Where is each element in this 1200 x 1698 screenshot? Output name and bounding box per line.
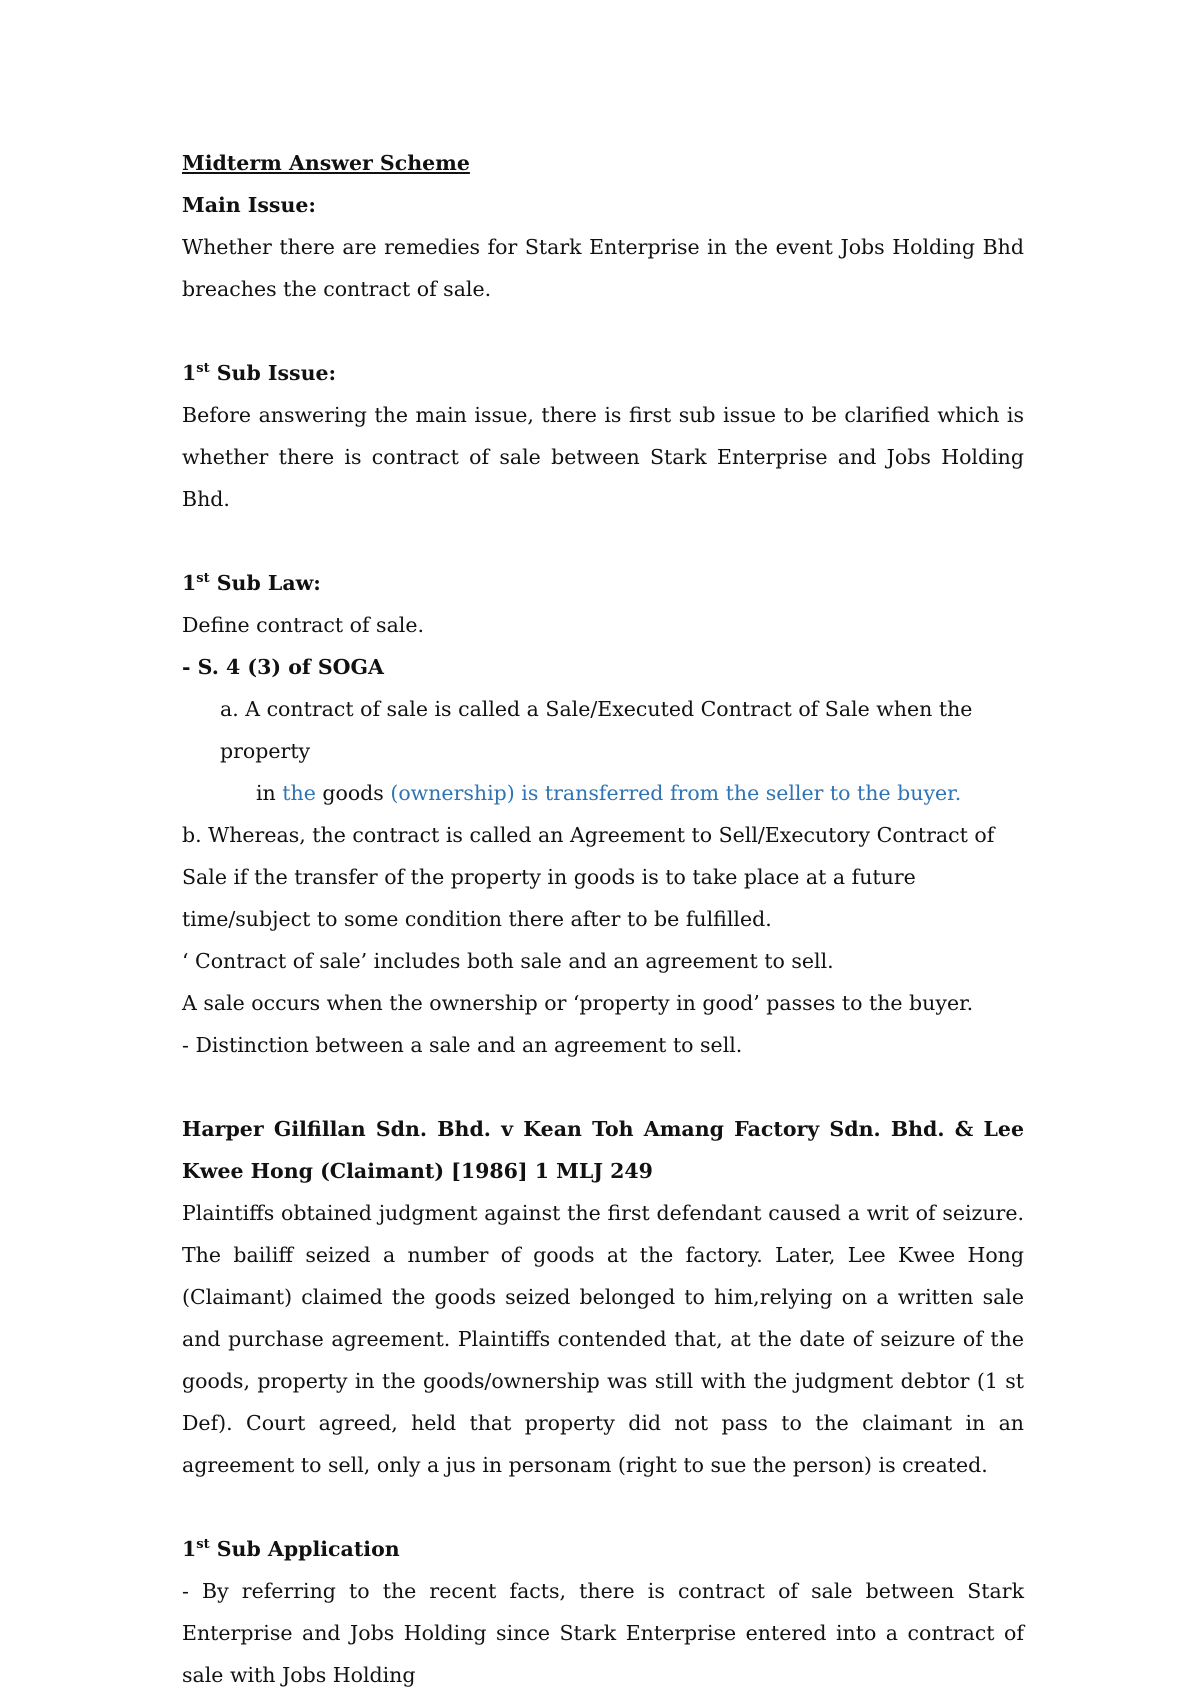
distinction-text: - Distinction between a sale and an agreement to sell.: [182, 1033, 743, 1057]
document-title: Midterm Answer Scheme: [182, 151, 470, 175]
define-text: Define contract of sale.: [182, 613, 425, 637]
sub-application-text: - By referring to the recent facts, there is contract of sale between Stark Enterprise and Jobs Holding since Stark Enterprise entered into a contract of sale with Jobs Holding: [182, 1579, 1024, 1687]
spacer: [182, 1486, 1024, 1528]
point-a-line2: in the goods (ownership) is transferred from the seller to the buyer.: [256, 781, 962, 805]
point-b: b. Whereas, the contract is called an Agreement to Sell/Executory Contract of Sale if the transfer of the property in goods is to take place at a future time/subject to some condition there after to be fulfilled.: [182, 823, 995, 931]
case-heading: Harper Gilfillan Sdn. Bhd. v Kean Toh Amang Factory Sdn. Bhd. & Lee Kwee Hong (Claimant) [1986] 1 MLJ 249: [182, 1117, 1024, 1183]
case-text: Plaintiffs obtained judgment against the first defendant caused a writ of seizure. The bailiff seized a number of goods at the factory. Later, Lee Kwee Hong (Claimant) claimed the goods seized belonged to him,relying on a written sale and purchase agreement. Plaintiffs contended that, at the date of seizure of the goods, property in the goods/ownership was still with the judgment debtor (1 st Def). Court agreed, held that property did not pass to the claimant in an agreement to sell, only a jus in personam (right to sue the person) is created.: [182, 1201, 1024, 1477]
main-issue-text: Whether there are remedies for Stark Enterprise in the event Jobs Holding Bhd breaches the contract of sale.: [182, 235, 1024, 301]
sale-occurs-text: A sale occurs when the ownership or ‘property in good’ passes to the buyer.: [182, 991, 974, 1015]
main-issue-heading: Main Issue:: [182, 193, 316, 217]
sub-application-heading: 1st Sub Application: [182, 1537, 400, 1561]
spacer: [182, 520, 1024, 562]
includes-text: ‘ Contract of sale’ includes both sale and an agreement to sell.: [182, 949, 834, 973]
sub-issue-text: Before answering the main issue, there is first sub issue to be clarified which is whether there is contract of sale between Stark Enterprise and Jobs Holding Bhd.: [182, 403, 1024, 511]
point-a: [182, 688, 1024, 814]
sub-law-heading: 1st Sub Law:: [182, 571, 321, 595]
section-reference: - S. 4 (3) of SOGA: [182, 655, 384, 679]
spacer: [182, 1066, 1024, 1108]
spacer: [182, 310, 1024, 352]
point-a-line1: a. A contract of sale is called a Sale/Executed Contract of Sale when the property: [220, 697, 973, 763]
document-body: [182, 142, 1024, 1696]
sub-issue-heading: 1st Sub Issue:: [182, 361, 337, 385]
